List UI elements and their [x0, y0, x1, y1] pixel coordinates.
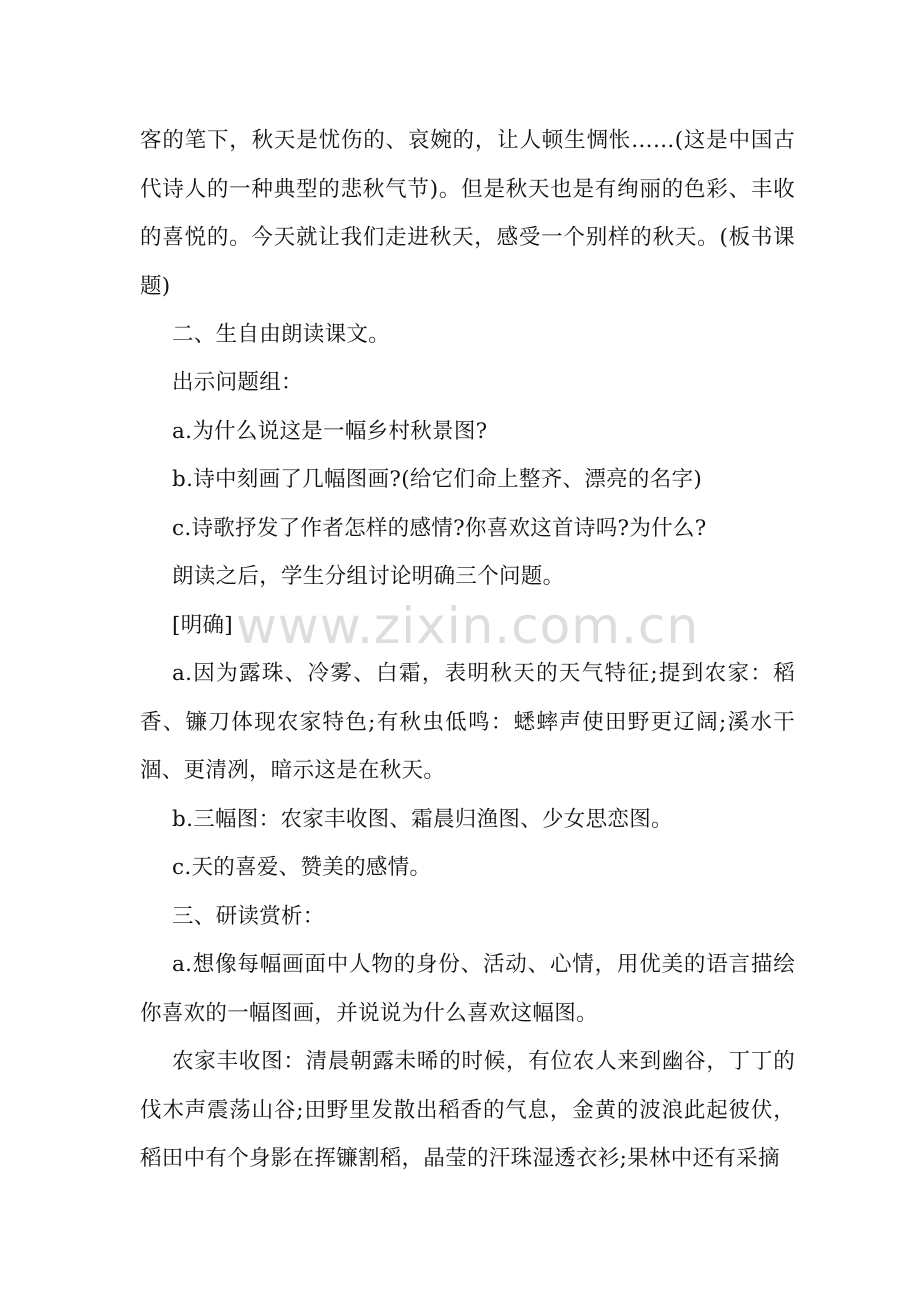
- harvest-scene-description: 农家丰收图：清晨朝露未晞的时候，有位农人来到幽谷，丁丁的伐木声震荡山谷;田野里发散出稻香的气息，金黄的波浪此起彼伏，稻田中有个身影在挥镰割稻，晶莹的汗珠湿透衣衫;果林中还有采摘: [140, 1049, 795, 1171]
- question-b: b.诗中刻画了几幅图画?(给它们命上整齐、漂亮的名字): [172, 467, 703, 492]
- answer-a: a.因为露珠、冷雾、白霜，表明秋天的天气特征;提到农家：稻香、镰刀体现农家特色;有秋虫低鸣：蟋蟀声使田野更辽阔;溪水干涸、更清冽，暗示这是在秋天。: [140, 661, 795, 783]
- study-task-a: a.想像每幅画面中人物的身份、活动、心情，用优美的语言描绘你喜欢的一幅图画，并说说为什么喜欢这幅图。: [140, 952, 795, 1026]
- answer-c: c.天的喜爱、赞美的感情。: [172, 855, 432, 880]
- discussion-instruction: 朗读之后，学生分组讨论明确三个问题。: [172, 564, 565, 589]
- section-heading-free-reading: 二、生自由朗读课文。: [172, 322, 391, 347]
- question-group-label: 出示问题组：: [172, 370, 303, 395]
- paragraph-intro-continued: 客的笔下，秋天是忧伤的、哀婉的，让人顿生惆怅……(这是中国古代诗人的一种典型的悲秋气节)。但是秋天也是有绚丽的色彩、丰收的喜悦的。今天就让我们走进秋天，感受一个别样的秋天。(板书课题): [140, 128, 795, 299]
- question-a: a.为什么说这是一幅乡村秋景图?: [172, 419, 488, 444]
- answer-label: [明确]: [172, 613, 233, 638]
- question-c: c.诗歌抒发了作者怎样的感情?你喜欢这首诗吗?为什么?: [172, 516, 707, 541]
- watermark: www.zixin.com.cn: [236, 597, 700, 655]
- section-heading-study-appreciation: 三、研读赏析：: [172, 904, 325, 929]
- answer-b: b.三幅图：农家丰收图、霜晨归渔图、少女思恋图。: [172, 807, 673, 832]
